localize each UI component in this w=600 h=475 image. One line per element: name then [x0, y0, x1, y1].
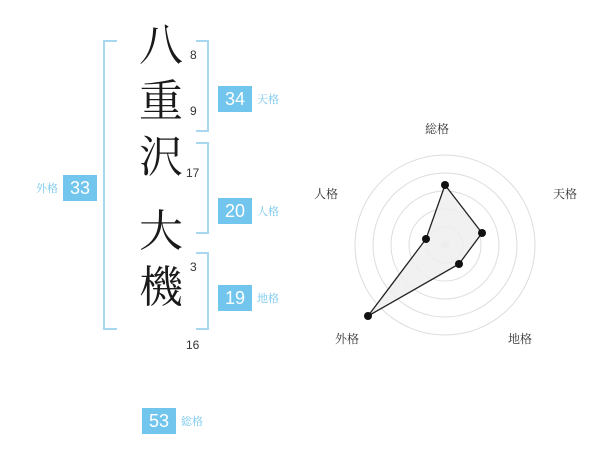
- name-kakusu-panel: [0, 0, 300, 470]
- radar-series: [364, 181, 486, 320]
- radar-axis-label-gaikaku: 外格: [335, 332, 360, 346]
- stroke-count-5: 16: [186, 338, 200, 352]
- radar-axis-label-jinkaku: 人格: [314, 187, 339, 201]
- radar-chart-panel: [300, 0, 600, 470]
- radar-axis-label-soukaku: 総格: [425, 122, 450, 136]
- tenkaku-label: 天格: [257, 93, 280, 106]
- stroke-count-1: 8: [190, 48, 197, 62]
- chikaku-label: 地格: [257, 292, 280, 305]
- jinkaku-badge: [218, 198, 279, 224]
- gaikaku-value: 33: [63, 175, 97, 201]
- radar-axis-label-tenkaku: 天格: [553, 187, 578, 201]
- kanji-char-3: 沢: [139, 132, 183, 183]
- gaikaku-label: 外格: [36, 182, 58, 195]
- kanji-column: [130, 18, 192, 316]
- chikaku-value: 19: [218, 285, 252, 311]
- kanji-char-4: 大: [139, 206, 183, 257]
- jinkaku-bracket: [196, 142, 209, 234]
- gaikaku-badge: [36, 175, 97, 201]
- radar-axis-label-chikaku: 地格: [508, 332, 533, 346]
- soukaku-badge: [142, 408, 203, 434]
- stroke-count-4: 3: [190, 260, 197, 274]
- kanji-char-1: 八: [139, 20, 183, 71]
- kanji-char-2: 重: [139, 76, 183, 127]
- tenkaku-value: 34: [218, 86, 252, 112]
- kanji-char-5: 機: [139, 262, 183, 313]
- jinkaku-label: 人格: [257, 205, 280, 218]
- chikaku-badge: [218, 285, 279, 311]
- stroke-count-3: 17: [186, 166, 200, 180]
- chikaku-bracket: [196, 252, 209, 330]
- radar-chart-svg: [300, 0, 600, 470]
- stroke-count-2: 9: [190, 104, 197, 118]
- soukaku-value: 53: [142, 408, 176, 434]
- jinkaku-value: 20: [218, 198, 252, 224]
- tenkaku-bracket: [196, 40, 209, 132]
- tenkaku-badge: [218, 86, 279, 112]
- gaikaku-bracket: [103, 40, 117, 330]
- soukaku-label: 総格: [181, 415, 204, 428]
